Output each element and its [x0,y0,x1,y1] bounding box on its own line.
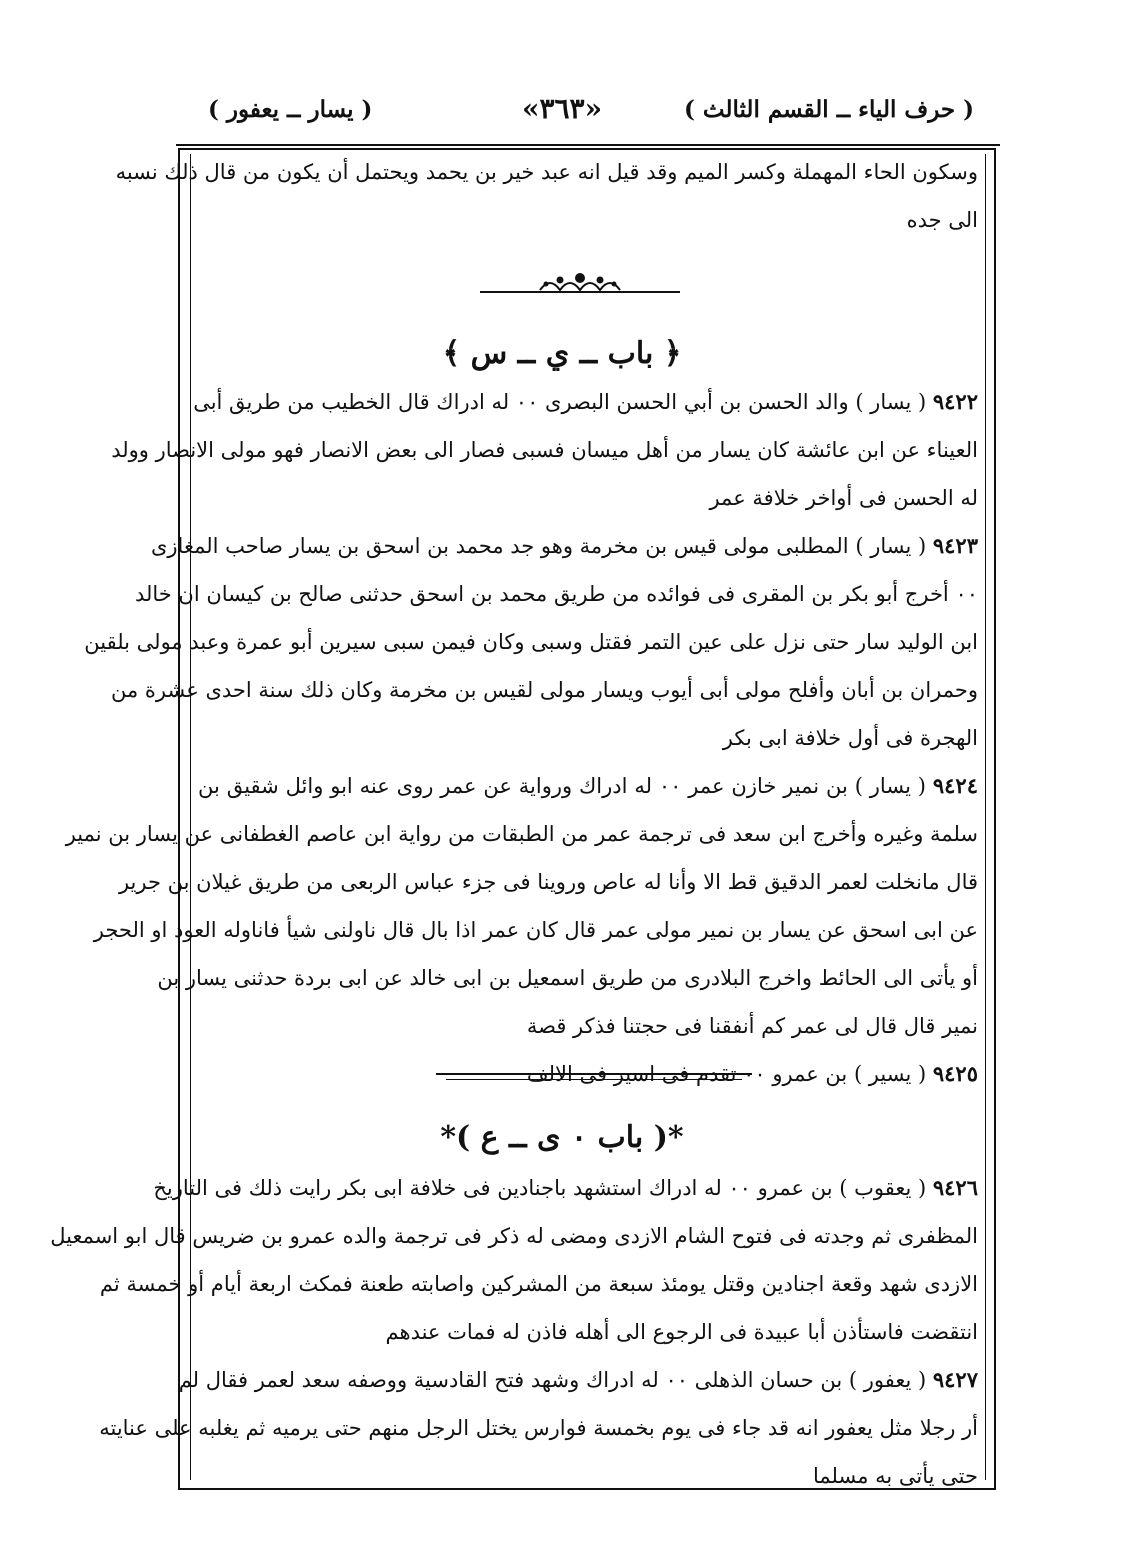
header-rule [176,144,1000,146]
text-line: وحمران بن أبان وأفلح مولى أبى أيوب ويسار مولى لقيس بن مخرمة وكان ذلك سنة احدى عشرة من [111,678,978,702]
text-line: عن ابى اسحق عن يسار بن نمير مولى عمر قال كان عمر اذا بال قال ناولنى شيأ فاناوله العود او الحجر [93,918,978,942]
floral-ornament [480,266,680,302]
text-line: العيناء عن ابن عائشة كان يسار من أهل ميسان فسبى فصار الى بعض الانصار فهو مولى الانصار وولد [111,438,978,462]
text-line: انتقضت فاستأذن أبا عبيدة فى الرجوع الى أهله فاذن له فمات عندهم [385,1320,978,1344]
text-line: حتى يأتى به مسلما [812,1464,978,1488]
entry-text: ( يسار ) بن نمير خازن عمر ٠٠ له ادراك ورواية عن عمر روى عنه ابو وائل شقيق بن [198,774,926,798]
section-entries [50,1164,978,1500]
text-line: نمير قال قال لى عمر كم أنفقنا فى حجتنا فذكر قصة [526,1014,978,1038]
page-number: «٣٦٣» [521,92,603,125]
entry-text: ( يعقوب ) بن عمرو ٠٠ له ادراك استشهد باجنادين فى خلافة ابى بكر رايت ذلك فى التاريخ [153,1176,927,1200]
entry-text: ( يسار ) المطلبى مولى قيس بن مخرمة وهو جد محمد بن اسحق بن يسار صاحب المغازى [150,534,927,558]
text-line: أو يأتى الى الحائط واخرج البلادرى من طريق اسمعيل بن ابى خالد عن ابى بردة حدثنى يسار بن [157,966,978,990]
entry-number: ٩٤٢٥ [932,1061,978,1086]
text-line: المظفرى ثم وجدته فى فتوح الشام الازدى ومضى له ذكر فى ترجمة والده عمرو بن ضريس قال ابو اسمعيل [50,1224,978,1248]
entry-number: ٩٤٢٤ [932,773,978,798]
text-line: الازدى شهد وقعة اجنادين وقتل يومئذ سبعة من المشركين واصابته طعنة فمكث اربعة أيام أو خمسة ثم [99,1272,978,1296]
section-divider [436,1073,752,1075]
entry-line [178,1356,978,1404]
text-line: وسكون الحاء المهملة وكسر الميم وقد قيل انه عبد خير بن يحمد ويحتمل أن يكون من قال ذلك نسبه [115,160,978,184]
text-line: قال مانخلت لعمر الدقيق قط الا وأنا له عاص وروينا فى جزء عباس الربعى من طريق غيلان بن جرير [118,870,978,894]
entry-line [153,1164,978,1212]
entry-line [193,378,978,426]
text-line: سلمة وغيره وأخرج ابن سعد فى ترجمة عمر من الطبقات من رواية ابن عاصم الغطفانى عن يسار بن نمير [65,822,978,846]
section-heading: *( باب ٠ ى ــ ع )* [440,1120,684,1155]
continuation-text [115,148,978,244]
entry-text: ( يعفور ) بن حسان الذهلى ٠٠ له ادراك وشهد فتح القادسية ووصفه سعد لعمر فقال لم [178,1368,927,1392]
entry-number: ٩٤٢٧ [932,1367,978,1392]
entry-text: ( يسار ) والد الحسن بن أبي الحسن البصرى ٠٠ له ادراك قال الخطيب من طريق أبى [193,390,927,414]
section-divider-thin [446,1079,742,1080]
section-heading: ﴿ باب ــ ي ــ س ﴾ [442,336,682,371]
entry-number: ٩٤٢٣ [932,533,978,558]
text-line: أر رجلا مثل يعفور انه قد جاء فى يوم بخمسة فوارس يختل الرجل منهم حتى يرميه ثم يغلبه على عنايته [99,1416,978,1440]
entry-text: ( يسير ) بن عمرو ٠٠ تقدم فى اسير فى الالف [526,1062,927,1086]
entry-line [150,522,978,570]
text-line: له الحسن فى أواخر خلافة عمر [709,486,978,510]
section-entries [65,378,978,1098]
text-line: ٠٠ أخرج أبو بكر بن المقرى فى فوائده من طريق محمد بن اسحق حدثنى صالح بن كيسان ان خالد [134,582,978,606]
entry-line [198,762,978,810]
entry-number: ٩٤٢٦ [932,1175,978,1200]
text-line: ابن الوليد سار حتى نزل على عين التمر فقتل وسبى وكان فيمن سبى سيرين أبو عمرة وعبد مولى بلقين [84,630,978,654]
header-chapter: ( حرف الياء ــ القسم الثالث ) [684,96,974,123]
header-names: ( يسار ــ يعفور ) [208,96,373,123]
text-line: الى جده [906,208,978,232]
entry-number: ٩٤٢٢ [932,389,978,414]
text-line: الهجرة فى أول خلافة ابى بكر [722,726,978,750]
